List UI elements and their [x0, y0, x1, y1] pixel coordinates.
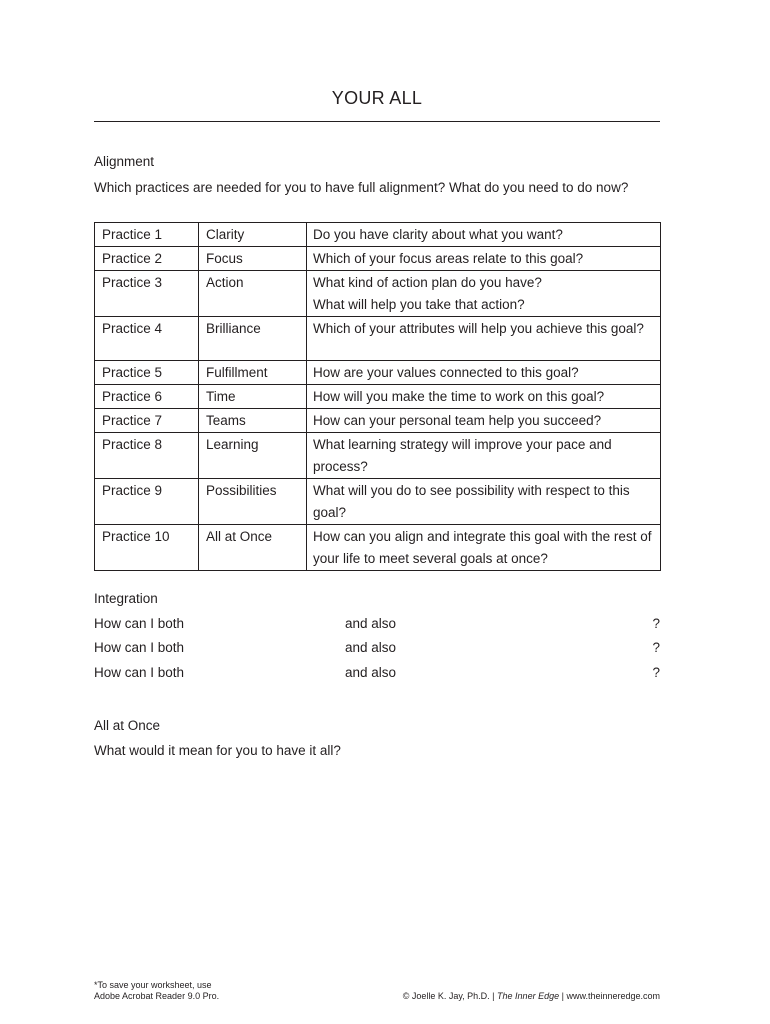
practice-number: Practice 1: [95, 223, 199, 247]
practice-question: Which of your focus areas relate to this goal?: [307, 247, 661, 271]
practice-number: Practice 5: [95, 361, 199, 385]
page-title: YOUR ALL: [331, 88, 423, 108]
practice-name: Clarity: [199, 223, 307, 247]
practice-name: Focus: [199, 247, 307, 271]
table-row: [95, 385, 661, 409]
integration-row: [94, 640, 660, 660]
integration-middle: and also: [345, 665, 397, 680]
practice-name: Fulfillment: [199, 361, 307, 385]
integration-end: ?: [652, 665, 660, 680]
book-title: The Inner Edge: [497, 991, 560, 1001]
website-text: | www.theinneredge.com: [561, 991, 660, 1001]
integration-middle: and also: [345, 616, 397, 631]
practice-question: Which of your attributes will help you achieve this goal?: [307, 317, 661, 361]
practice-name: Brilliance: [199, 317, 307, 361]
practice-name: Possibilities: [199, 479, 307, 525]
copyright-line: [403, 991, 660, 1001]
alignment-question: Which practices are needed for you to have full alignment? What do you need to do now?: [94, 180, 629, 195]
practice-question: What will you do to see possibility with respect to this goal?: [307, 479, 661, 525]
practice-number: Practice 2: [95, 247, 199, 271]
integration-end: ?: [652, 616, 660, 631]
table-row: [95, 433, 661, 479]
practice-question: How can you align and integrate this goal with the rest of your life to meet several goals at once?: [307, 525, 661, 571]
practice-question: How can your personal team help you succeed?: [307, 409, 661, 433]
practice-name: Teams: [199, 409, 307, 433]
practice-number: Practice 3: [95, 271, 199, 317]
practices-table: [94, 222, 661, 571]
practice-question: What kind of action plan do you have? What will help you take that action?: [307, 271, 661, 317]
integration-end: ?: [652, 640, 660, 655]
practice-question: Do you have clarity about what you want?: [307, 223, 661, 247]
practice-number: Practice 10: [95, 525, 199, 571]
table-row: [95, 479, 661, 525]
all-at-once-heading: All at Once: [94, 718, 161, 733]
practice-question: How will you make the time to work on this goal?: [307, 385, 661, 409]
practice-number: Practice 6: [95, 385, 199, 409]
table-row: [95, 361, 661, 385]
alignment-heading: Alignment: [94, 154, 155, 169]
table-row: [95, 223, 661, 247]
table-row: [95, 317, 661, 361]
practice-name: All at Once: [199, 525, 307, 571]
save-note-line2: Adobe Acrobat Reader 9.0 Pro.: [94, 991, 220, 1001]
save-note: [94, 980, 219, 1002]
practice-question: What learning strategy will improve your pace and process?: [307, 433, 661, 479]
integration-row: [94, 616, 660, 636]
integration-row: [94, 665, 660, 685]
practice-number: Practice 8: [95, 433, 199, 479]
all-at-once-question: What would it mean for you to have it all?: [94, 743, 341, 758]
integration-middle: and also: [345, 640, 397, 655]
practice-question: How are your values connected to this goal?: [307, 361, 661, 385]
practice-name: Time: [199, 385, 307, 409]
practice-name: Learning: [199, 433, 307, 479]
integration-start: How can I both: [94, 665, 185, 680]
title-divider: [94, 121, 660, 122]
integration-heading: Integration: [94, 591, 158, 606]
table-row: [95, 247, 661, 271]
table-row: [95, 271, 661, 317]
practice-number: Practice 7: [95, 409, 199, 433]
practice-name: Action: [199, 271, 307, 317]
table-row: [95, 409, 661, 433]
copyright-text: © Joelle K. Jay, Ph.D. |: [402, 991, 495, 1001]
practice-number: Practice 9: [95, 479, 199, 525]
save-note-line1: *To save your worksheet, use: [94, 980, 212, 990]
integration-start: How can I both: [94, 616, 185, 631]
integration-start: How can I both: [94, 640, 185, 655]
table-row: [95, 525, 661, 571]
practice-number: Practice 4: [95, 317, 199, 361]
